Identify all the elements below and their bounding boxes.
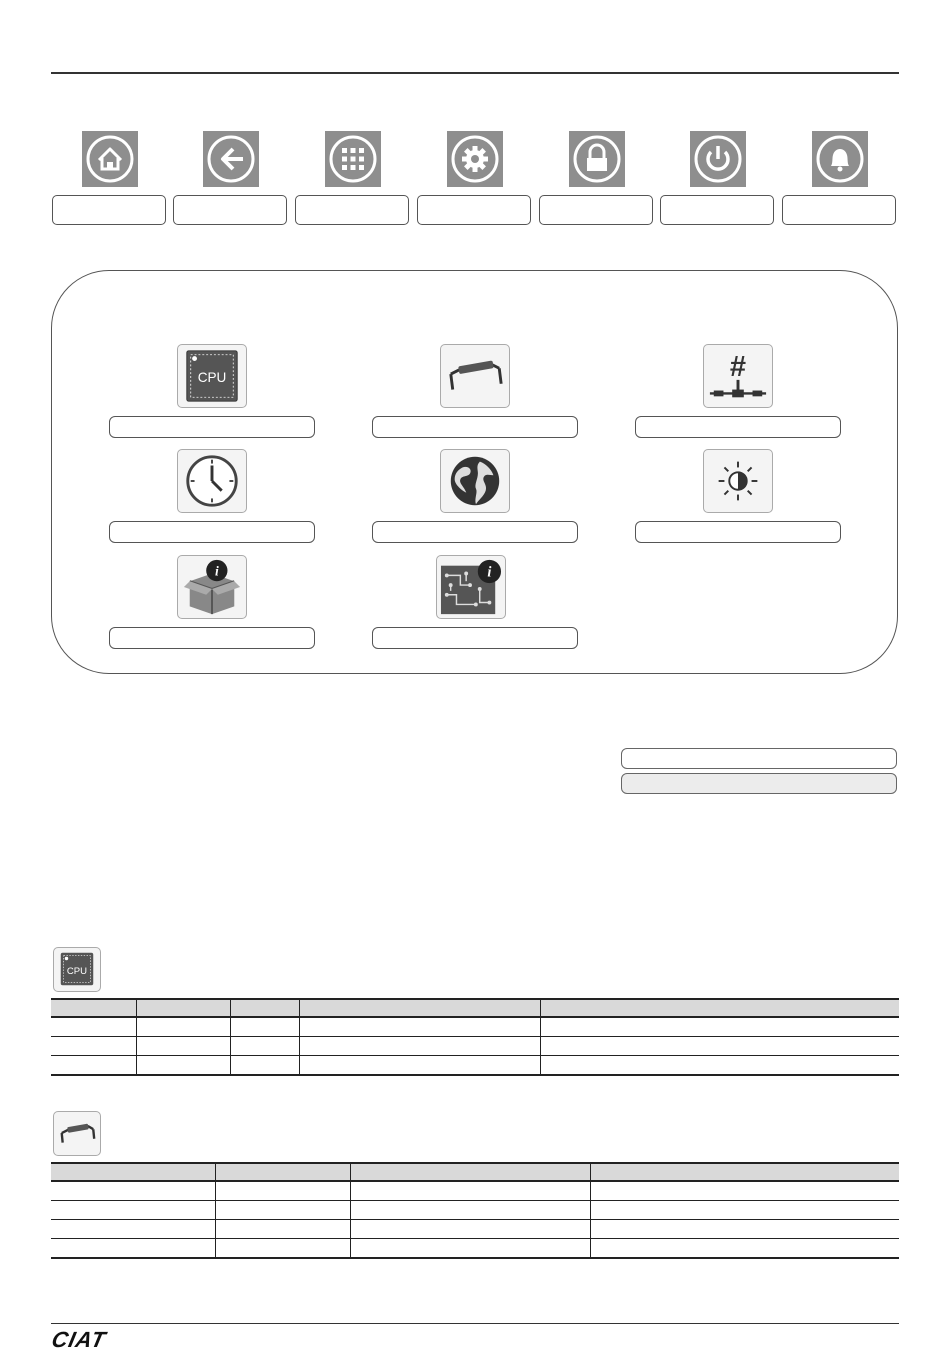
circuit-info-icon: [437, 556, 505, 618]
footer-rule: [51, 1323, 899, 1324]
table-cell: [51, 1181, 215, 1201]
table-cell: [136, 1056, 230, 1076]
lock-button[interactable]: [569, 131, 625, 187]
cpu-tile-text: CPU: [197, 369, 227, 385]
table-cell: [230, 1017, 299, 1037]
table1-header: [136, 999, 230, 1017]
home-button[interactable]: [82, 131, 138, 187]
table-cell: [215, 1201, 350, 1220]
lock-icon: [569, 131, 625, 187]
table-cell: [590, 1239, 899, 1259]
table2-header-row: [51, 1163, 899, 1181]
power-label: [660, 195, 774, 225]
cpu-tile-label: [109, 416, 315, 438]
table-row: [51, 1239, 899, 1259]
table1: [51, 998, 899, 1076]
table2-header: [51, 1163, 215, 1181]
package-info-tile-label: [109, 627, 315, 649]
back-arrow-icon: [203, 131, 259, 187]
table-row: [51, 1201, 899, 1220]
table-row: [51, 1181, 899, 1201]
cable-icon: [54, 1112, 100, 1155]
table-cell: [350, 1201, 590, 1220]
table1-header: [299, 999, 540, 1017]
cable-tile-label: [372, 416, 578, 438]
table-cell: [299, 1017, 540, 1037]
table1-icon: [53, 947, 101, 992]
network-tile[interactable]: [703, 344, 773, 408]
table2-header: [590, 1163, 899, 1181]
table-cell: [51, 1201, 215, 1220]
table-cell: [51, 1037, 136, 1056]
table1-icon-text: CPU: [66, 965, 88, 977]
grid-menu-icon: [325, 131, 381, 187]
clock-icon: [178, 450, 246, 512]
side-pill-1[interactable]: [621, 748, 897, 769]
back-button[interactable]: [203, 131, 259, 187]
table1-header: [51, 999, 136, 1017]
circuit-info-tile[interactable]: [436, 555, 506, 619]
clock-tile[interactable]: [177, 449, 247, 513]
globe-icon: [441, 450, 509, 512]
table2-header: [350, 1163, 590, 1181]
table-cell: [540, 1037, 899, 1056]
gear-icon: [447, 131, 503, 187]
alarm-button[interactable]: [812, 131, 868, 187]
table-cell: [230, 1056, 299, 1076]
header-rule: [51, 72, 899, 74]
table-row: [51, 1037, 899, 1056]
table-cell: [136, 1017, 230, 1037]
table-cell: [51, 1056, 136, 1076]
bell-icon: [812, 131, 868, 187]
cpu-icon: [178, 345, 246, 407]
table1-header: [540, 999, 899, 1017]
home-label: [52, 195, 166, 225]
table2-header: [215, 1163, 350, 1181]
table-cell: [215, 1181, 350, 1201]
table-cell: [299, 1056, 540, 1076]
table1-header-row: [51, 999, 899, 1017]
power-button[interactable]: [690, 131, 746, 187]
brightness-tile[interactable]: [703, 449, 773, 513]
table-cell: [215, 1239, 350, 1259]
alarm-label: [782, 195, 896, 225]
network-tile-label: [635, 416, 841, 438]
table-row: [51, 1017, 899, 1037]
table-cell: [590, 1201, 899, 1220]
network-tile-text: #: [729, 351, 747, 383]
cpu-tile[interactable]: [177, 344, 247, 408]
table-cell: [590, 1220, 899, 1239]
back-label: [173, 195, 287, 225]
table-row: [51, 1056, 899, 1076]
table1-header: [230, 999, 299, 1017]
svg-text:i: i: [487, 564, 492, 581]
table-cell: [136, 1037, 230, 1056]
lock-label: [539, 195, 653, 225]
table-cell: [215, 1220, 350, 1239]
menu-button[interactable]: [325, 131, 381, 187]
svg-text:i: i: [214, 563, 219, 579]
circuit-info-tile-label: [372, 627, 578, 649]
table-cell: [540, 1017, 899, 1037]
globe-tile[interactable]: [440, 449, 510, 513]
settings-button[interactable]: [447, 131, 503, 187]
cable-tile[interactable]: [440, 344, 510, 408]
table-cell: [350, 1239, 590, 1259]
ciat-logo: CIAT: [49, 1327, 109, 1352]
clock-tile-label: [109, 521, 315, 543]
table-cell: [230, 1037, 299, 1056]
home-icon: [82, 131, 138, 187]
power-icon: [690, 131, 746, 187]
brightness-tile-label: [635, 521, 841, 543]
package-info-icon: [178, 556, 246, 618]
brightness-icon: [704, 450, 772, 512]
network-hash-icon: [704, 345, 772, 407]
table2: [51, 1162, 899, 1259]
table-cell: [350, 1220, 590, 1239]
table-row: [51, 1220, 899, 1239]
table-cell: [350, 1181, 590, 1201]
settings-label: [417, 195, 531, 225]
table-cell: [540, 1056, 899, 1076]
table-cell: [590, 1181, 899, 1201]
table-cell: [51, 1017, 136, 1037]
globe-tile-label: [372, 521, 578, 543]
cable-icon: [441, 345, 509, 407]
menu-label: [295, 195, 409, 225]
package-info-tile[interactable]: [177, 555, 247, 619]
table-cell: [299, 1037, 540, 1056]
table2-icon: [53, 1111, 101, 1156]
table-cell: [51, 1239, 215, 1259]
cpu-icon: [54, 948, 100, 991]
table-cell: [51, 1220, 215, 1239]
side-pill-2[interactable]: [621, 773, 897, 794]
